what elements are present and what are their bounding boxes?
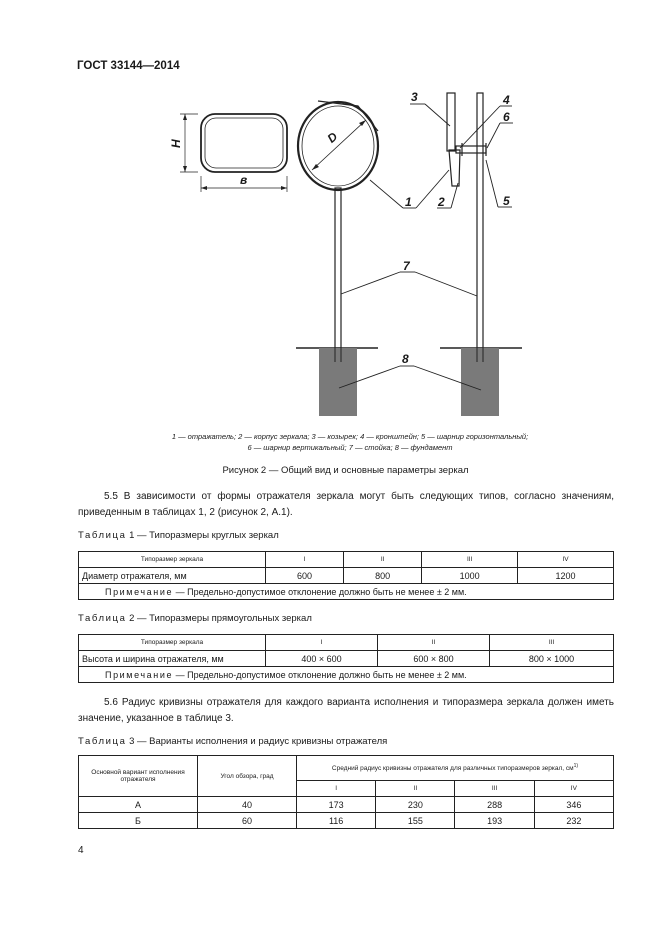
table3-title-rest: 3 — Варианты исполнения и радиус кривизны отражателя bbox=[126, 736, 388, 747]
table-row bbox=[79, 667, 614, 683]
table1-header-cell: IV bbox=[518, 552, 614, 568]
table3-cell: 232 bbox=[534, 813, 613, 829]
table1-header-cell: I bbox=[266, 552, 344, 568]
table2-header-cell: II bbox=[378, 635, 490, 651]
legend-num: 2 bbox=[238, 432, 243, 441]
right-visor bbox=[447, 93, 455, 151]
table-row bbox=[79, 584, 614, 600]
legend-text: — кронштейн; bbox=[364, 432, 422, 441]
note-word: Примечание bbox=[105, 586, 174, 597]
legend-num: 1 bbox=[171, 432, 176, 441]
table2-cell: 800 × 1000 bbox=[490, 651, 614, 667]
legend-num: 8 bbox=[394, 443, 399, 452]
table-row bbox=[79, 797, 614, 813]
table-row bbox=[79, 813, 614, 829]
radius-header-text: Средний радиус кривизны отражателя для различных типоразмеров зеркал, см bbox=[331, 765, 574, 773]
legend-text: — корпус зеркала; bbox=[242, 432, 312, 441]
label-3: 3 bbox=[411, 90, 418, 104]
label-5: 5 bbox=[503, 194, 510, 208]
table2-title-word: Таблица bbox=[78, 613, 127, 624]
paragraph-5-6-text: 5.6 Радиус кривизны отражателя для каждого варианта исполнения и типоразмера зеркала должен иметь значение, указанное в таблице 3. bbox=[78, 697, 614, 724]
paragraph-5-5-text: 5.5 В зависимости от формы отражателя зеркала могут быть следующих типов, согласно значениям, приведенным в таблицах 1, 2 (рисунок 2, А.1). bbox=[78, 491, 614, 518]
table-row bbox=[79, 756, 614, 781]
table-row bbox=[79, 635, 614, 651]
table3-cell: 173 bbox=[297, 797, 376, 813]
table-row bbox=[79, 651, 614, 667]
table2-header-cell: III bbox=[490, 635, 614, 651]
legend-num: 6 bbox=[247, 443, 252, 452]
table1-header-cell: III bbox=[422, 552, 518, 568]
label-2: 2 bbox=[438, 195, 445, 209]
note-word: Примечание bbox=[105, 669, 174, 680]
table3-cell: 346 bbox=[534, 797, 613, 813]
table3-cell: 193 bbox=[455, 813, 534, 829]
table3-size-cell: I bbox=[297, 781, 376, 797]
table2-title bbox=[78, 613, 312, 624]
rect-mirror-inner bbox=[205, 118, 283, 168]
table3-cell: Б bbox=[79, 813, 198, 829]
legend-text: — шарнир горизонтальный; bbox=[425, 432, 529, 441]
table2-title-rest: 2 — Типоразмеры прямоугольных зеркал bbox=[126, 613, 312, 624]
legend-num: 5 bbox=[421, 432, 426, 441]
legend-num: 7 bbox=[348, 443, 353, 452]
legend-num: 4 bbox=[360, 432, 365, 441]
table2-note bbox=[79, 667, 614, 683]
note-text: — Предельно-допустимое отклонение должно быть не менее ± 2 мм. bbox=[173, 669, 467, 680]
footnote-marker: 1) bbox=[573, 763, 579, 770]
table3-header-angle: Угол обзора, град bbox=[198, 756, 297, 797]
table1-note bbox=[79, 584, 614, 600]
table1-title-word: Таблица bbox=[78, 530, 127, 541]
table3-header-radius bbox=[297, 756, 614, 781]
paragraph-5-6 bbox=[78, 695, 614, 727]
label-1: 1 bbox=[405, 195, 412, 209]
table3-cell: 230 bbox=[376, 797, 455, 813]
mirror-figure bbox=[0, 0, 661, 440]
table3-cell: 155 bbox=[376, 813, 455, 829]
table2-header-cell: I bbox=[266, 635, 378, 651]
label-dim-d: D bbox=[324, 129, 341, 146]
table1-title bbox=[78, 530, 279, 541]
table3-title bbox=[78, 736, 387, 747]
table3-size-cell: IV bbox=[534, 781, 613, 797]
table3 bbox=[78, 755, 614, 829]
rect-mirror-outer bbox=[201, 114, 287, 172]
table1-cell: Диаметр отражателя, мм bbox=[79, 568, 266, 584]
table3-cell: А bbox=[79, 797, 198, 813]
table2-cell: 600 × 800 bbox=[378, 651, 490, 667]
figure-caption: Рисунок 2 — Общий вид и основные параметры зеркал bbox=[222, 465, 469, 476]
table1 bbox=[78, 551, 614, 600]
right-post bbox=[477, 93, 483, 348]
table3-size-cell: III bbox=[455, 781, 534, 797]
table3-cell: 288 bbox=[455, 797, 534, 813]
label-dim-b: в bbox=[240, 173, 248, 187]
table1-cell: 600 bbox=[266, 568, 344, 584]
table2-cell: Высота и ширина отражателя, мм bbox=[79, 651, 266, 667]
note-text: — Предельно-допустимое отклонение должно быть не менее ± 2 мм. bbox=[173, 586, 467, 597]
table1-header-cell: Типоразмер зеркала bbox=[79, 552, 266, 568]
figure-legend bbox=[100, 431, 600, 453]
table2-header-cell: Типоразмер зеркала bbox=[79, 635, 266, 651]
table3-cell: 40 bbox=[198, 797, 297, 813]
right-foundation bbox=[461, 348, 499, 416]
document-header: ГОСТ 33144—2014 bbox=[77, 60, 180, 72]
table3-header-variant: Основной вариант исполнения отражателя bbox=[79, 756, 198, 797]
legend-line-1 bbox=[100, 431, 600, 442]
table1-cell: 1000 bbox=[422, 568, 518, 584]
legend-text: — козырек; bbox=[315, 432, 361, 441]
label-dim-h: H bbox=[169, 139, 183, 148]
label-6: 6 bbox=[503, 110, 510, 124]
legend-text: — стойка; bbox=[352, 443, 395, 452]
legend-text: — шарнир вертикальный; bbox=[251, 443, 349, 452]
page-number: 4 bbox=[78, 845, 84, 856]
table1-header-cell: II bbox=[344, 552, 422, 568]
left-foundation bbox=[319, 348, 357, 416]
table3-cell: 116 bbox=[297, 813, 376, 829]
table3-cell: 60 bbox=[198, 813, 297, 829]
label-7: 7 bbox=[403, 259, 410, 273]
table-row bbox=[79, 552, 614, 568]
legend-num: 3 bbox=[311, 432, 316, 441]
table-row bbox=[79, 568, 614, 584]
legend-text: — фундамент bbox=[398, 443, 453, 452]
table2 bbox=[78, 634, 614, 683]
legend-line-2 bbox=[100, 442, 600, 453]
table1-cell: 1200 bbox=[518, 568, 614, 584]
left-post bbox=[335, 188, 341, 348]
label-8: 8 bbox=[402, 352, 409, 366]
table1-title-rest: 1 — Типоразмеры круглых зеркал bbox=[126, 530, 279, 541]
table1-cell: 800 bbox=[344, 568, 422, 584]
legend-text: — отражатель; bbox=[175, 432, 239, 441]
table3-title-word: Таблица bbox=[78, 736, 127, 747]
table2-cell: 400 × 600 bbox=[266, 651, 378, 667]
paragraph-5-5 bbox=[78, 489, 614, 521]
label-4: 4 bbox=[503, 93, 510, 107]
table3-size-cell: II bbox=[376, 781, 455, 797]
